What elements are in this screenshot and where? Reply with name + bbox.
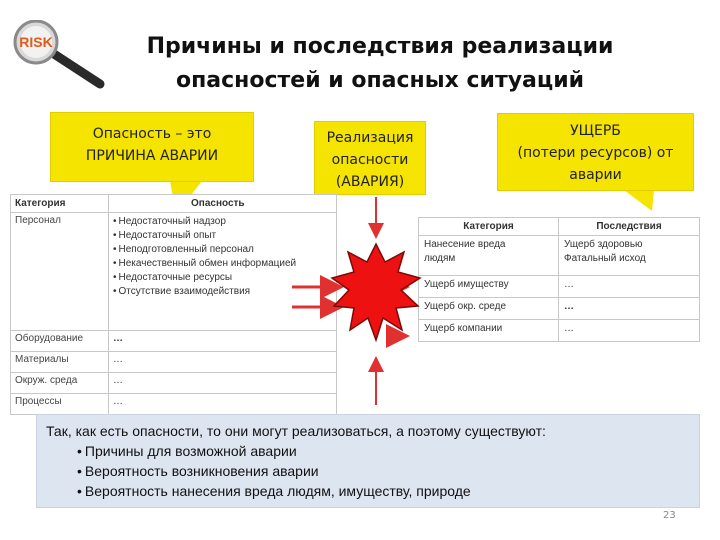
- consequences-category-cell: Ущерб окр. среде: [419, 298, 559, 320]
- consequences-value-cell: …: [559, 298, 700, 320]
- hazards-category-cell: Оборудование: [11, 331, 109, 352]
- hazard-item: • Отсутствие взаимодействия: [113, 285, 332, 299]
- callout-damage-line-2: (потери ресурсов) от: [517, 145, 674, 161]
- title-line-2: опасностей и опасных ситуаций: [175, 68, 585, 93]
- info-bullet-list: [77, 441, 471, 501]
- summary-info-box: [36, 414, 700, 508]
- hazards-header-category: Категория: [11, 195, 109, 213]
- consequences-value-line-2: Фатальный исход: [564, 253, 646, 264]
- logo-text: RISK: [19, 34, 53, 50]
- hazard-item: • Некачественный обмен информацией: [113, 257, 332, 271]
- hazard-item: • Недостаточные ресурсы: [113, 271, 332, 285]
- consequences-header-category: Категория: [419, 218, 559, 236]
- consequences-value-cell: …: [559, 276, 700, 298]
- callout-realization-line-2: опасности: [331, 152, 409, 168]
- callout-hazard-line-1: Опасность – это: [92, 126, 212, 142]
- callout-hazard-line-2: ПРИЧИНА АВАРИИ: [85, 148, 219, 164]
- hazards-category-cell: Персонал: [11, 213, 109, 331]
- hazard-item: • Неподготовленный персонал: [113, 243, 332, 257]
- hazards-value-cell: …: [109, 331, 337, 352]
- info-bullet: • Вероятность нанесения вреда людям, имуществу, природе: [77, 481, 471, 501]
- hazards-value-cell: …: [109, 394, 337, 415]
- callout-damage-line-1: УЩЕРБ: [570, 123, 621, 139]
- consequences-category-cell: Ущерб имуществу: [419, 276, 559, 298]
- consequences-category-cell: Ущерб компании: [419, 320, 559, 342]
- hazard-item: • Недостаточный надзор: [113, 215, 332, 229]
- info-bullet: • Причины для возможной аварии: [77, 441, 471, 461]
- hazards-category-cell: Материалы: [11, 352, 109, 373]
- hazards-value-cell: …: [109, 352, 337, 373]
- title-line-1: Причины и последствия реализации: [146, 34, 614, 59]
- info-lead-text: Так, как есть опасности, то они могут реализоваться, а поэтому существуют:: [46, 423, 546, 439]
- callout-realization-line-3: (АВАРИЯ): [335, 174, 405, 190]
- hazards-header-hazard: Опасность: [109, 195, 337, 213]
- callout-damage-line-3: аварии: [569, 167, 622, 183]
- consequences-value-cell: …: [559, 320, 700, 342]
- info-bullet: • Вероятность возникновения аварии: [77, 461, 471, 481]
- hazards-category-cell: Процессы: [11, 394, 109, 415]
- consequences-category-line-2: людям: [424, 253, 456, 264]
- consequences-header-consequence: Последствия: [559, 218, 700, 236]
- hazards-value-cell: …: [109, 373, 337, 394]
- hazards-category-cell: Окруж. среда: [11, 373, 109, 394]
- consequences-category-line-1: Нанесение вреда: [424, 239, 506, 250]
- callout-realization-line-1: Реализация: [326, 130, 414, 146]
- page-number: 23: [663, 510, 676, 521]
- consequences-value-line-1: Ущерб здоровью: [564, 239, 643, 250]
- accident-explosion-icon: [332, 244, 420, 340]
- hazard-item: • Недостаточный опыт: [113, 229, 332, 243]
